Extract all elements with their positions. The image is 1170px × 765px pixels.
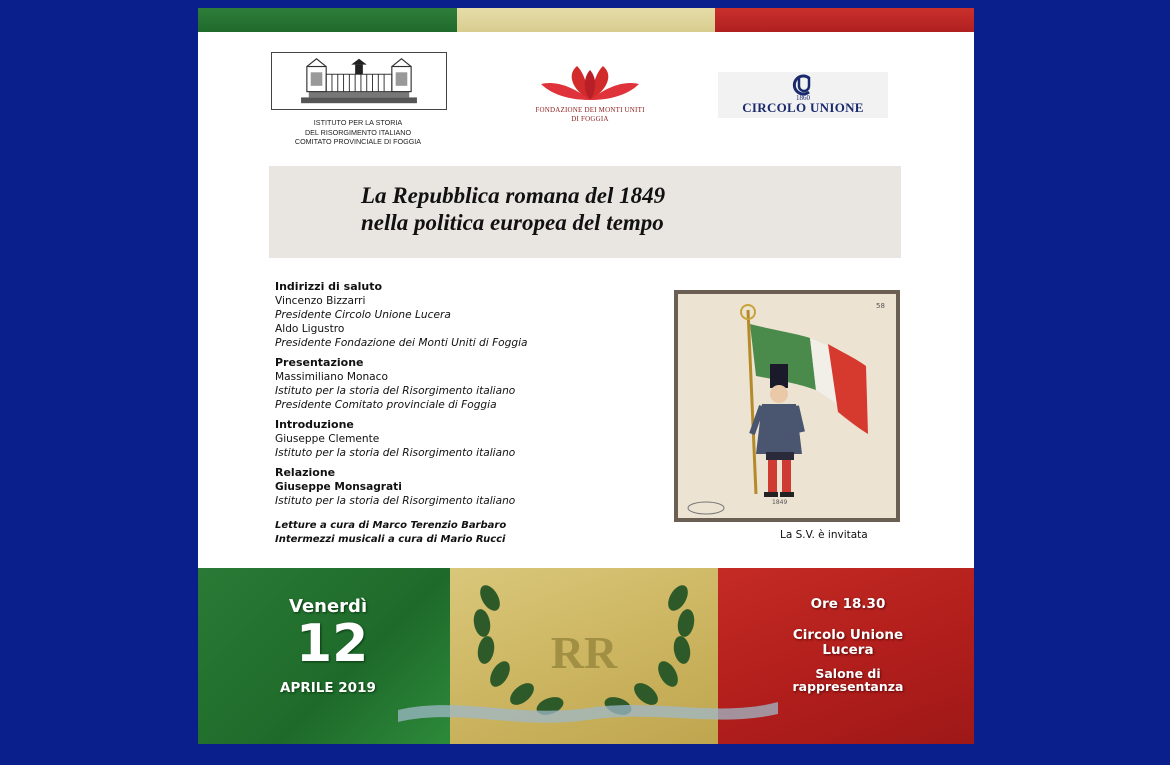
event-venue-line-2: Lucera (822, 642, 874, 658)
credits-musica: Intermezzi musicali a cura di Mario Rucci (275, 534, 506, 545)
istituto-logo-text: ISTITUTO PER LA STORIA DEL RISORGIMENTO ITALIANO COMITATO PROVINCIALE DI FOGGIA (294, 118, 422, 146)
credits-letture: Letture a cura di Marco Terenzio Barbaro (275, 520, 507, 531)
circolo-name: CIRCOLO UNIONE (742, 100, 864, 115)
presentazione-role-2: Presidente Comitato provinciale di Foggia (275, 399, 497, 411)
title-line-2: nella politica europea del tempo (361, 210, 664, 235)
flag-bearer-painting (674, 290, 900, 522)
credits (275, 519, 665, 547)
relazione-role: Istituto per la storia del Risorgimento italiano (275, 495, 516, 507)
saluti-heading: Indirizzi di saluto (275, 280, 383, 293)
event-time: Ore 18.30 (810, 596, 886, 612)
introduzione-role: Istituto per la storia del Risorgimento italiano (275, 447, 516, 459)
event-poster (198, 8, 974, 744)
fondazione-logo (520, 62, 660, 132)
event-venue-line-1: Circolo Unione (792, 627, 904, 643)
event-room (764, 667, 932, 693)
introduzione-name: Giuseppe Clemente (275, 433, 380, 445)
title-box (269, 166, 901, 258)
presentazione-heading: Presentazione (275, 356, 364, 369)
presentazione-name: Massimiliano Monaco (275, 371, 388, 383)
saluti-name-2: Aldo Ligustro (275, 323, 345, 335)
relazione-name: Giuseppe Monsagrati (275, 481, 402, 493)
event-room-line-2: rappresentanza (792, 679, 904, 694)
painting-image (678, 294, 896, 518)
istituto-logo (271, 52, 447, 110)
event-month-year: APRILE 2019 (280, 680, 376, 696)
presentazione-role-1: Istituto per la storia del Risorgimento italiano (275, 385, 516, 397)
circolo-founding-year: 1860 (796, 94, 810, 102)
fondazione-logo-text: FONDAZIONE DEI MONTI UNITI DI FOGGIA (535, 106, 645, 123)
saluti-role-2: Presidente Fondazione dei Monti Uniti di Foggia (275, 337, 528, 349)
cu-monogram-icon (783, 74, 823, 96)
event-venue (764, 628, 932, 658)
saluti-role-1: Presidente Circolo Unione Lucera (275, 309, 451, 321)
flag-monogram: RR (550, 627, 618, 678)
painting-page-number: 58 (876, 302, 885, 310)
introduzione-heading: Introduzione (275, 418, 354, 431)
title-line-1: La Repubblica romana del 1849 (361, 183, 666, 208)
event-room-line-1: Salone di (815, 666, 881, 681)
invite-text: La S.V. è invitata (780, 529, 868, 541)
saluti-name-1: Vincenzo Bizzarri (275, 295, 366, 307)
event-day: Venerdì (289, 596, 368, 617)
flower-logo-icon (535, 62, 645, 104)
painting-year-caption: 1849 (772, 499, 788, 506)
circolo-logo (718, 72, 888, 118)
ribbon-decoration (398, 688, 778, 728)
monument-icon (272, 53, 446, 109)
program-list (275, 280, 665, 508)
event-date: 12 (296, 614, 369, 674)
relazione-heading: Relazione (275, 466, 336, 479)
top-flag-strip (198, 8, 974, 32)
